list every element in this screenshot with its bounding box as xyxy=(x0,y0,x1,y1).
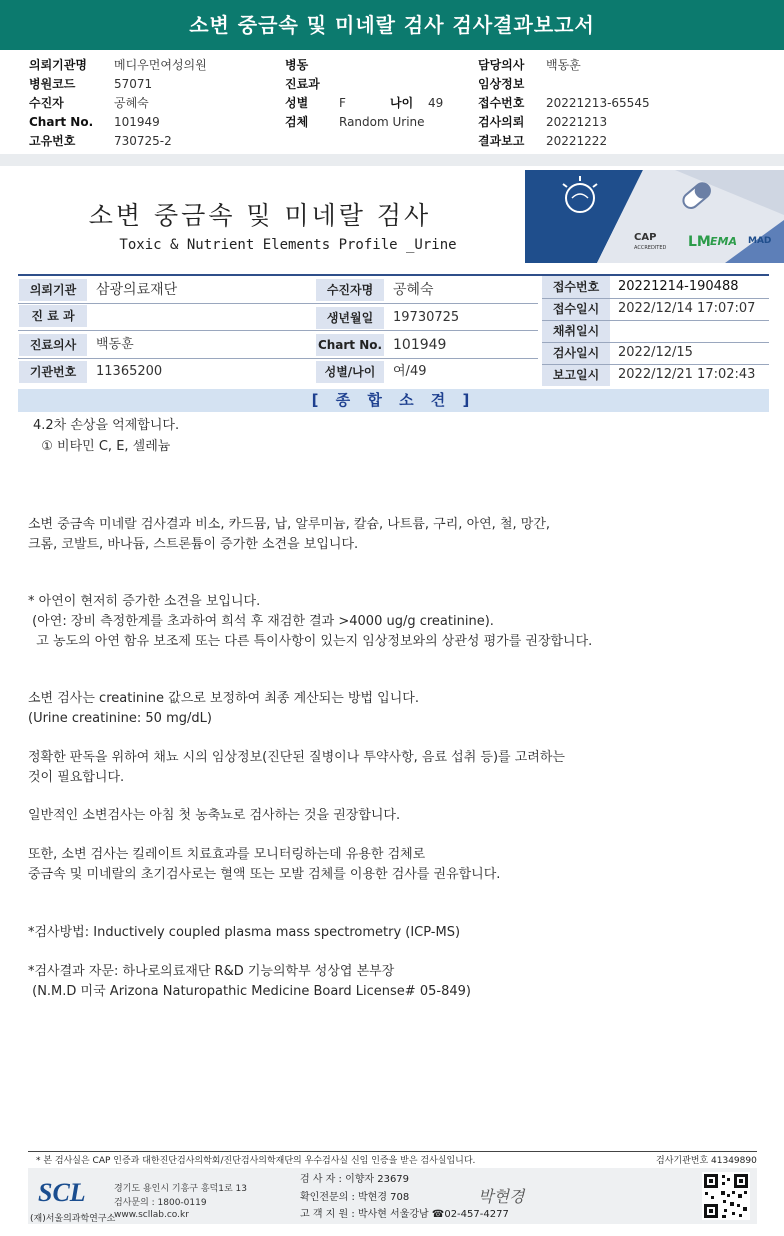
table-rule xyxy=(542,342,769,343)
mad-logo: MAD xyxy=(748,236,772,246)
label-collect: 채취일시 xyxy=(542,320,610,342)
header-value: F xyxy=(339,96,346,110)
header-label: 담당의사 xyxy=(478,58,525,72)
footer-tester: 검 사 자 : 이향자 23679 xyxy=(300,1174,410,1185)
header-label: 병원코드 xyxy=(29,77,76,91)
section-divider xyxy=(0,154,784,166)
footer-institution-code: 검사기관번호 41349890 xyxy=(656,1156,757,1166)
label-institution: 의뢰기관 xyxy=(19,279,87,301)
header-label: 검체 xyxy=(285,115,309,129)
header-value: 57071 xyxy=(114,77,153,91)
report-banner: 소변 중금속 및 미네랄 검사 검사결과보고서 xyxy=(0,0,784,50)
label-recv-date: 접수일시 xyxy=(542,298,610,320)
summary-line: 4.2차 손상을 억제합니다. xyxy=(33,418,180,433)
footer-phone: 검사문의 : 1800-0119 xyxy=(114,1198,207,1208)
summary-line: 고 농도의 아연 함유 보조제 또는 다른 특이사항이 있는지 임상정보와의 상관성 평가를 권장합니다. xyxy=(28,634,593,649)
footer-rule xyxy=(28,1151,757,1152)
summary-line: 소변 검사는 creatinine 값으로 보정하여 최종 계산되는 방법 입니다. xyxy=(28,691,419,706)
label-recv-no: 접수번호 xyxy=(542,276,610,298)
table-rule xyxy=(542,298,769,299)
table-rule xyxy=(18,303,538,304)
header-label: 의뢰기관명 xyxy=(29,58,87,72)
header-label: 수진자 xyxy=(29,96,64,110)
summary-line: 또한, 소변 검사는 킬레이트 치료효과를 모니터링하는데 유용한 검체로 xyxy=(28,847,426,862)
header-label: 임상정보 xyxy=(478,77,525,91)
label-inst-no: 기관번호 xyxy=(19,361,87,383)
header-label: 접수번호 xyxy=(478,96,525,110)
label-dob: 생년월일 xyxy=(316,307,384,329)
summary-line: (Urine creatinine: 50 mg/dL) xyxy=(28,711,212,726)
summary-line: *검사방법: Inductively coupled plasma mass spectrometry (ICP-MS) xyxy=(28,925,461,940)
header-value: 49 xyxy=(428,96,444,110)
accreditation-logos xyxy=(634,232,784,258)
summary-line: ① 비타민 C, E, 셀레늄 xyxy=(33,439,171,454)
summary-line: (아연: 장비 측정한계를 초과하여 희석 후 재검한 결과 >4000 ug/g creatinine). xyxy=(28,614,494,629)
value-recv-no: 20221214-190488 xyxy=(618,279,739,294)
header-label: 나이 xyxy=(390,96,414,110)
summary-line: * 아연이 현저히 증가한 소견을 보입니다. xyxy=(28,594,261,609)
label-sexage: 성별/나이 xyxy=(316,361,384,383)
report-footer xyxy=(0,1148,784,1236)
report-header xyxy=(0,56,784,150)
label-patient: 수진자명 xyxy=(316,279,384,301)
label-test-date: 검사일시 xyxy=(542,342,610,364)
header-label: 진료과 xyxy=(285,77,320,91)
summary-line: 것이 필요합니다. xyxy=(28,770,125,785)
value-patient: 공혜숙 xyxy=(393,282,434,298)
summary-line: 중금속 및 미네랄의 초기검사로는 혈액 또는 모발 검체를 이용한 검사를 권유합니다. xyxy=(28,867,501,882)
value-recv-date: 2022/12/14 17:07:07 xyxy=(618,301,756,316)
value-report: 2022/12/21 17:02:43 xyxy=(618,367,756,382)
label-dept: 진 료 과 xyxy=(19,305,87,327)
cap-logo: CAP xyxy=(634,232,657,243)
header-value: 101949 xyxy=(114,115,160,129)
header-value: 메디우먼여성의원 xyxy=(114,58,207,72)
table-rule xyxy=(18,358,538,359)
header-label: 병동 xyxy=(285,58,309,72)
header-value: 백동훈 xyxy=(546,58,581,72)
summary-line: 소변 중금속 미네랄 검사결과 비소, 카드뮴, 납, 알루미늄, 칼슘, 나트륨, 구리, 아연, 철, 망간, xyxy=(28,517,551,532)
value-institution: 삼광의료재단 xyxy=(96,282,178,298)
label-doctor: 진료의사 xyxy=(19,334,87,356)
value-collect xyxy=(612,320,769,342)
header-value: 20221213 xyxy=(546,115,608,129)
value-dob: 19730725 xyxy=(393,310,460,325)
header-label: 결과보고 xyxy=(478,134,525,148)
summary-line: (N.M.D 미국 Arizona Naturopathic Medicine Board License# 05-849) xyxy=(28,984,471,999)
value-doctor: 백동훈 xyxy=(96,337,134,352)
header-label: Chart No. xyxy=(29,115,94,129)
header-value: 공혜숙 xyxy=(114,96,149,110)
summary-line: 일반적인 소변검사는 아침 첫 농축뇨로 검사하는 것을 권장합니다. xyxy=(28,808,401,823)
value-sexage: 여/49 xyxy=(393,364,427,379)
scl-logo: SCL xyxy=(38,1178,86,1207)
header-value: 20221213-65545 xyxy=(546,96,650,110)
summary-line: 정확한 판독을 위하여 채뇨 시의 임상정보(진단된 질병이나 투약사항, 음료 섭취 등)를 고려하는 xyxy=(28,750,565,765)
header-label: 고유번호 xyxy=(29,134,76,148)
cap-logo-sub: ACCREDITED xyxy=(634,245,667,251)
value-chart: 101949 xyxy=(393,337,447,353)
summary-section-title: [ 종 합 소 견 ] xyxy=(18,389,769,412)
summary-line: *검사결과 자문: 하나로의료재단 R&D 기능의학부 성상엽 본부장 xyxy=(28,964,395,979)
header-value: Random Urine xyxy=(339,115,425,129)
header-value: 730725-2 xyxy=(114,134,172,148)
value-dept xyxy=(90,305,310,327)
value-test-date: 2022/12/15 xyxy=(618,345,693,360)
footer-support: 고 객 지 원 : 박사현 서울강남 ☎02-457-4277 xyxy=(300,1209,509,1220)
table-rule xyxy=(542,364,769,365)
document-subtitle: Toxic & Nutrient Elements Profile _Urine xyxy=(119,237,457,253)
footer-address: 경기도 용인시 기흥구 흥덕1로 13 xyxy=(114,1184,247,1194)
qr-code-icon xyxy=(702,1172,750,1220)
value-inst-no: 11365200 xyxy=(96,364,163,379)
signature: 박현경 xyxy=(478,1189,525,1206)
header-label: 성별 xyxy=(285,96,309,110)
ema-logo: EMA xyxy=(710,235,737,248)
header-value: 20221222 xyxy=(546,134,608,148)
summary-line: 크롬, 코발트, 바나듐, 스트론튬이 증가한 소견을 보입니다. xyxy=(28,537,359,552)
label-report: 보고일시 xyxy=(542,364,610,386)
table-rule xyxy=(18,330,538,331)
lm-logo: LM xyxy=(688,234,711,250)
document-title: 소변 중금속 및 미네랄 검사 xyxy=(88,201,432,230)
header-label: 검사의뢰 xyxy=(478,115,525,129)
table-rule xyxy=(542,320,769,321)
label-chart: Chart No. xyxy=(316,334,384,356)
footer-website[interactable]: www.scllab.co.kr xyxy=(114,1210,189,1220)
scl-org-name: (재)서울의과학연구소 xyxy=(30,1214,116,1224)
footer-confirmer: 확인전문의 : 박현경 708 xyxy=(300,1192,410,1203)
footer-accreditation-note: * 본 검사실은 CAP 인증과 대한진단검사의학회/진단검사의학재단의 우수검사실 신임 인증을 받은 검사실입니다. xyxy=(36,1156,476,1166)
